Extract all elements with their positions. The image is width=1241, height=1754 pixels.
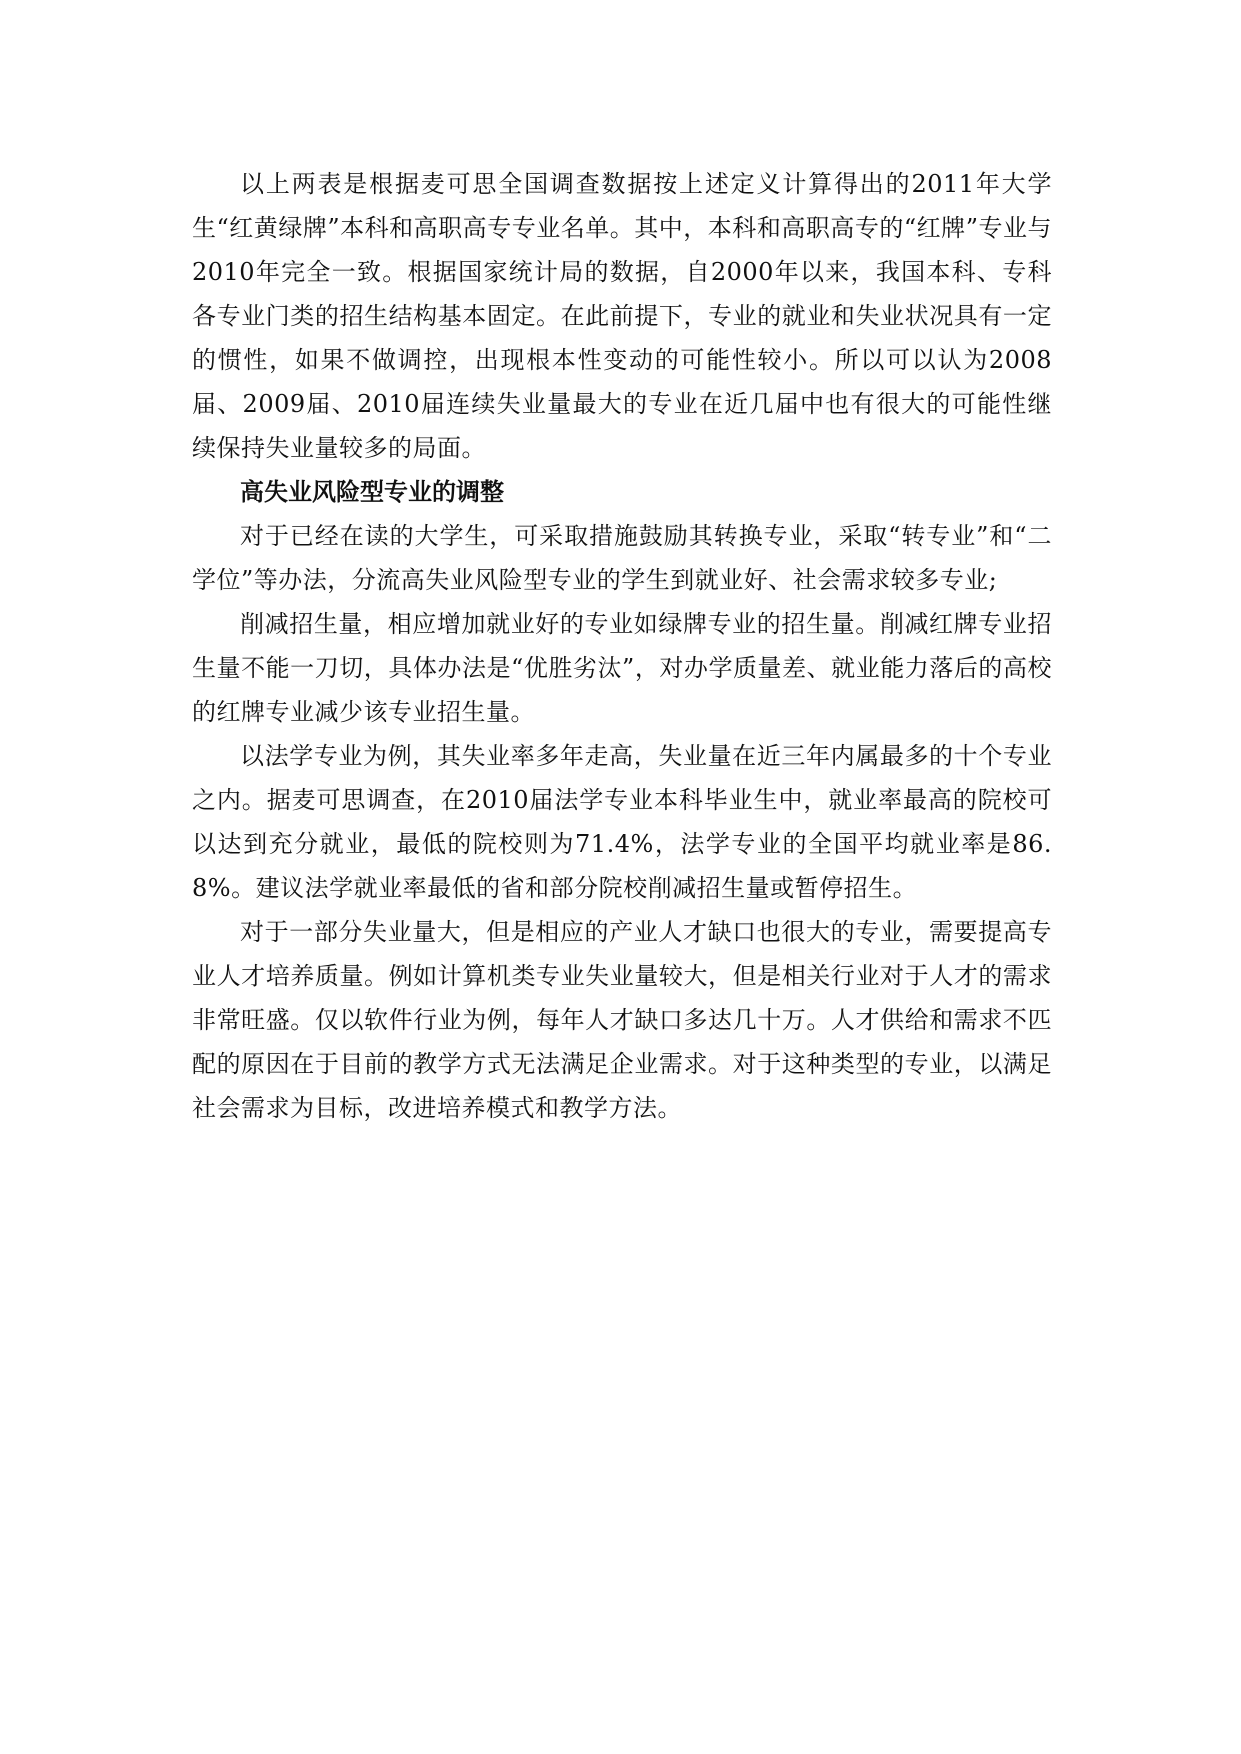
paragraph-talent-quality: 对于一部分失业量大，但是相应的产业人才缺口也很大的专业，需要提高专业人才培养质量。例如计算机类专业失业量较大，但是相关行业对于人才的需求非常旺盛。仅以软件行业为例，每年人才缺口多达几十万。人才供给和需求不匹配的原因在于目前的教学方式无法满足企业需求。对于这种类型的专业，以满足社会需求为目标，改进培养模式和教学方法。 xyxy=(192,918,1052,1122)
section-heading: 高失业风险型专业的调整 xyxy=(240,478,504,506)
paragraph-law-example: 以法学专业为例，其失业率多年走高，失业量在近三年内属最多的十个专业之内。据麦可思调查，在2010届法学专业本科毕业生中，就业率最高的院校可以达到充分就业，最低的院校则为71.4%，法学专业的全国平均就业率是86.8%。建议法学就业率最低的省和部分院校削减招生量或暂停招生。 xyxy=(192,742,1052,902)
document-body xyxy=(192,162,1052,1130)
paragraph-transfer-major: 对于已经在读的大学生，可采取措施鼓励其转换专业，采取“转专业”和“二学位”等办法，分流高失业风险型专业的学生到就业好、社会需求较多专业; xyxy=(192,522,1052,594)
paragraph-reduce-enrollment: 削减招生量，相应增加就业好的专业如绿牌专业的招生量。削减红牌专业招生量不能一刀切，具体办法是“优胜劣汰”，对办学质量差、就业能力落后的高校的红牌专业减少该专业招生量。 xyxy=(192,610,1052,726)
paragraph-red-yellow-green-list: 以上两表是根据麦可思全国调查数据按上述定义计算得出的2011年大学生“红黄绿牌”本科和高职高专专业名单。其中，本科和高职高专的“红牌”专业与2010年完全一致。根据国家统计局的数据，自2000年以来，我国本科、专科各专业门类的招生结构基本固定。在此前提下，专业的就业和失业状况具有一定的惯性，如果不做调控，出现根本性变动的可能性较小。所以可以认为2008届、2009届、2010届连续失业量最大的专业在近几届中也有很大的可能性继续保持失业量较多的局面。 xyxy=(192,170,1052,462)
